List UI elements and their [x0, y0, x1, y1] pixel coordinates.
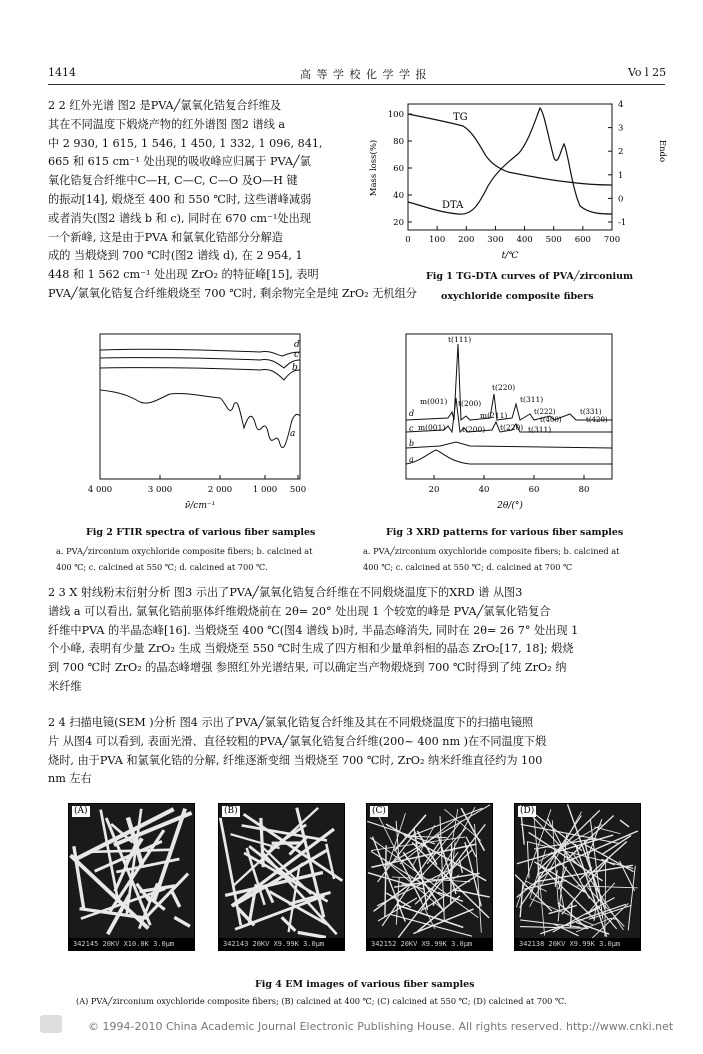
fiber-strand	[628, 866, 635, 931]
fig3-caption-sub1: a. PVA╱zirconium oxychloride composite fibers; b. calcined at	[363, 546, 620, 556]
x-tick-label: 600	[574, 235, 591, 245]
text-line: 2 3 X 射线粉末衍射分析 图3 示出了PVA╱氯氧化锆复合纤维在不同煅烧温度下的XRD 谱 从图3	[48, 586, 523, 599]
x-tick-label: 500	[289, 485, 307, 495]
peak-t400: t(400)	[540, 416, 562, 424]
text-line: 片 从图4 可以看到, 表面光滑、直径较粗的PVA╱氯氧化锆复合纤维(200~ 400 nm )在不同温度下煅	[48, 734, 547, 748]
ftir-curve-b	[100, 368, 300, 380]
x-tick-label: 1 000	[252, 485, 278, 495]
sem-panel-label: (D)	[520, 806, 535, 816]
ftir-curve-d	[100, 349, 300, 356]
peak-t222: t(222)	[534, 408, 556, 416]
y-tick-label: 40	[393, 191, 404, 201]
fiber-strand	[174, 917, 190, 926]
sem-scale-bar: 342145 20KV X10.0K 3.0μm	[69, 938, 194, 950]
fig2-caption-title: Fig 2 FTIR spectra of various fiber samples	[86, 527, 316, 538]
y-tick-label: 20	[393, 218, 404, 228]
ftir-curve-c	[100, 358, 300, 368]
text-line: 2 2 红外光谱 图2 是PVA╱氯氧化锆复合纤维及	[48, 99, 282, 112]
fig2-caption-sub1: a. PVA╱zirconium oxychloride composite fibers; b. calcined at	[56, 546, 313, 556]
fig2-ftir-chart	[70, 332, 320, 512]
section-2-4-text	[48, 714, 666, 789]
xrd-curve-b	[406, 442, 612, 448]
text-line: 中 2 930, 1 615, 1 546, 1 450, 1 332, 1 096, 841,	[48, 136, 323, 150]
ftir-label-a: a	[290, 429, 296, 439]
peak-t311-d: t(311)	[520, 395, 544, 404]
text-line: 的振动[14], 煅烧至 400 和 550 ℃时, 这些谱峰减弱	[48, 192, 312, 206]
peak-t200-c: t(200)	[462, 425, 486, 434]
text-line: 氧化锆复合纤维中C—H, C—C, C—O 及O—H 键	[48, 174, 298, 188]
fiber-strand	[377, 868, 453, 906]
fiber-strand	[385, 845, 386, 917]
peak-t311-c: t(311)	[528, 425, 552, 434]
x-tick-label: 0	[405, 235, 411, 245]
xrd-label-b: b	[409, 439, 415, 448]
fig3-xlabel: 2θ/(°)	[497, 501, 523, 511]
y-tick-label: 1	[618, 170, 624, 181]
sem-fibers-b	[219, 804, 344, 950]
peak-t200-d: t(200)	[458, 399, 482, 408]
x-tick-label: 100	[429, 235, 446, 245]
x-tick-label: 200	[458, 235, 475, 245]
section-2-3-text	[48, 584, 666, 697]
sem-scale-bar: 342138 20KV X9.99K 3.0μm	[515, 938, 640, 950]
x-tick-label: 400	[516, 235, 533, 245]
text-line: 成的 当煅烧到 700 ℃时(图2 谱线 d), 在 2 954, 1	[48, 249, 303, 263]
text-line: PVA╱氯氧化锆复合纤维煅烧至 700 ℃时, 剩余物完全是纯 ZrO₂ 无机组分	[48, 286, 417, 300]
fiber-strand	[620, 820, 629, 827]
fig1-tg-dta-chart	[368, 96, 668, 266]
xrd-curve-a	[406, 450, 612, 464]
xrd-label-c: c	[409, 424, 414, 433]
sem-panel-label: (B)	[224, 806, 238, 816]
xrd-label-d: d	[409, 409, 415, 418]
dta-curve	[408, 108, 612, 214]
fiber-strand	[171, 890, 180, 907]
fig1-caption-line2: oxychloride composite fibers	[441, 291, 594, 302]
text-line: 2 4 扫描电镜(SEM )分析 图4 示出了PVA╱氯氧化锆复合纤维及其在不同煅烧温度下的扫描电镜照	[48, 716, 534, 729]
fiber-strand	[531, 899, 594, 925]
text-line: 到 700 ℃时 ZrO₂ 的晶态峰增强 参照红外光谱结果, 可以确定当产物煅烧到 700 ℃时得到了纯 ZrO₂ 纳	[48, 661, 567, 675]
text-line: 665 和 615 cm⁻¹ 处出现的吸收峰应归属于 PVA╱氯	[48, 155, 311, 169]
fig4-caption-sub: (A) PVA╱zirconium oxychloride composite fibers; (B) calcined at 400 ℃; (C) calcined at 550 ℃; (D) calcined at 700 ℃.	[76, 996, 567, 1006]
peak-t331: t(331)	[580, 408, 602, 416]
dta-label: DTA	[442, 200, 464, 211]
text-line: 一个新峰, 这是由于PVA 和氯氧化锆部分分解造	[48, 230, 283, 244]
y-tick-label: 0	[618, 194, 624, 205]
sem-panel-b	[218, 803, 345, 951]
y-tick-label: 2	[618, 147, 624, 158]
header-rule	[48, 84, 665, 85]
y-tick-label: 80	[393, 137, 404, 147]
journal-title: 高 等 学 校 化 学 学 报	[300, 68, 428, 81]
x-tick-label: 20	[428, 485, 440, 495]
fig2-xlabel: ν̃/cm⁻¹	[184, 501, 216, 511]
sem-panel-c	[366, 803, 493, 951]
peak-t111: t(111)	[448, 335, 472, 344]
fiber-strand	[231, 834, 280, 848]
sem-panel-label: (C)	[372, 806, 386, 816]
peak-t220-top: t(220)	[492, 383, 516, 392]
x-tick-label: 40	[478, 485, 490, 495]
x-tick-label: 3 000	[147, 485, 173, 495]
fig3-xrd-chart	[400, 332, 620, 512]
fiber-strand	[398, 905, 464, 927]
ftir-label-b: b	[292, 363, 298, 373]
peak-t220-c: t(220)	[500, 423, 524, 432]
fiber-strand	[298, 932, 326, 937]
sem-panel-a	[68, 803, 195, 951]
y-tick-label: 3	[618, 123, 624, 134]
xrd-label-a: a	[409, 455, 414, 464]
peak-m001-c: m(001)	[418, 423, 446, 432]
y-tick-label: -1	[618, 218, 627, 228]
x-tick-label: 80	[578, 485, 590, 495]
fig1-ylabel-left: Mass loss(%)	[369, 139, 379, 197]
fig3-caption-sub2: 400 ℃; c. calcined at 550 ℃; d. calcined at 700 ℃	[363, 562, 573, 572]
fiber-strand	[235, 896, 324, 930]
fig4-caption-title: Fig 4 EM images of various fiber samples	[255, 979, 475, 990]
ftir-label-d: d	[294, 340, 300, 350]
sem-scale-bar: 342143 20KV X9.99K 3.0μm	[219, 938, 344, 950]
sem-panel-d	[514, 803, 641, 951]
tg-curve	[408, 114, 612, 185]
sem-panel-label: (A)	[74, 806, 88, 816]
fiber-strand	[375, 809, 435, 929]
peak-t420: t(420)	[586, 416, 608, 424]
x-tick-label: 60	[528, 485, 540, 495]
fiber-strand	[394, 873, 480, 887]
fig1-caption-line1: Fig 1 TG-DTA curves of PVA╱zirconium	[426, 271, 634, 282]
text-line: nm 左右	[48, 772, 92, 786]
fiber-strand	[453, 890, 490, 898]
fig3-caption-title: Fig 3 XRD patterns for various fiber samples	[386, 527, 624, 538]
sem-fibers-c	[367, 804, 492, 950]
tg-label: TG	[453, 112, 468, 123]
x-tick-label: 4 000	[87, 485, 113, 495]
ftir-curve-a	[100, 390, 300, 448]
fiber-strand	[520, 883, 523, 917]
x-tick-label: 500	[545, 235, 562, 245]
x-tick-label: 300	[487, 235, 504, 245]
peak-m001-d: m(001)	[420, 397, 448, 406]
copyright-footer: © 1994-2010 China Academic Journal Electronic Publishing House. All rights reserved. http://www.cnki.net	[88, 1020, 674, 1033]
x-tick-label: 700	[603, 235, 621, 245]
y-tick-label: 100	[387, 110, 404, 120]
cnki-logo	[40, 1015, 62, 1033]
page-number: 1414	[48, 66, 76, 79]
sem-scale-bar: 342152 20KV X9.99K 3.0μm	[367, 938, 492, 950]
volume-label: Vo l 25	[628, 66, 667, 79]
y-tick-label: 60	[393, 164, 404, 174]
peak-m211-d: m(211)	[480, 411, 508, 420]
fig1-ylabel-right: Endo	[657, 139, 667, 163]
text-line: 烧时, 由于PVA 和氯氧化锆的分解, 纤维逐渐变细 当煅烧至 700 ℃时, ZrO₂ 纳米纤维直径约为 100	[48, 753, 543, 767]
text-line: 448 和 1 562 cm⁻¹ 处出现 ZrO₂ 的特征峰[15], 表明	[48, 268, 319, 282]
sem-fibers-d	[515, 804, 640, 950]
text-line: 纤维中PVA 的半晶态峰[16]. 当煅烧至 400 ℃(图4 谱线 b)时, 半晶态峰消失, 同时在 2θ= 26 7° 处出现 1	[48, 623, 579, 637]
fig2-caption-sub2: 400 ℃; c. calcined at 550 ℃; d. calcined at 700 ℃.	[56, 562, 268, 572]
fig1-xlabel: t/℃	[501, 251, 519, 261]
sem-fibers-a	[69, 804, 194, 950]
text-line: 谱线 a 可以看出, 氯氧化锆前驱体纤维煅烧前在 2θ= 20° 处出现 1 个较宽的峰是 PVA╱氯氧化锆复合	[48, 604, 551, 618]
text-line: 其在不同温度下煅烧产物的红外谱图 图2 谱线 a	[48, 117, 286, 131]
x-tick-label: 2 000	[207, 485, 233, 495]
text-line: 或者消失(图2 谱线 b 和 c), 同时在 670 cm⁻¹处出现	[48, 211, 311, 225]
ftir-label-c: c	[294, 350, 300, 360]
text-line: 个小峰, 表明有少量 ZrO₂ 生成 当煅烧至 550 ℃时生成了四方相和少量单斜相的晶态 ZrO₂[17, 18]; 煅烧	[48, 642, 574, 656]
text-line: 米纤维	[48, 679, 82, 693]
y-tick-label: 4	[618, 100, 624, 110]
